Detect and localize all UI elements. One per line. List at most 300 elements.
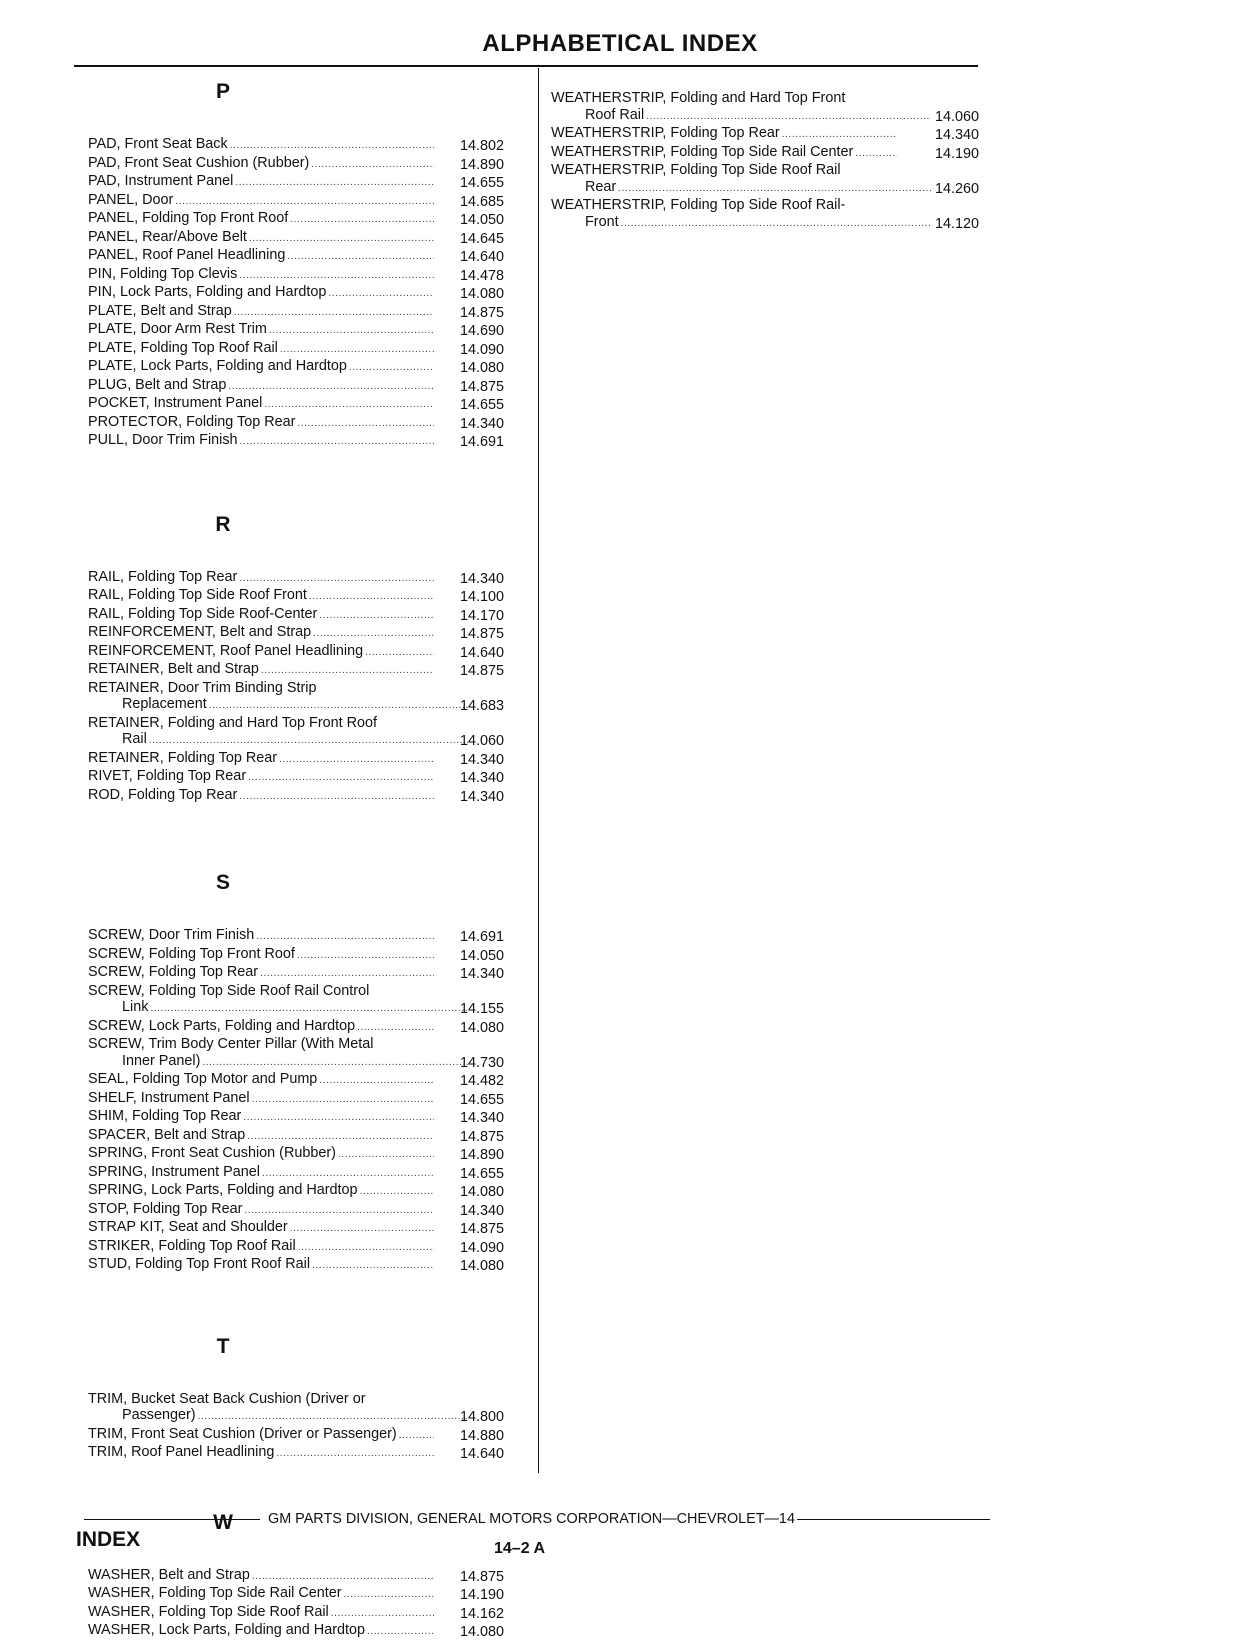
entry-term: PANEL, Door xyxy=(88,191,174,208)
footer-rule-left xyxy=(84,1519,260,1520)
dot-leader xyxy=(618,179,931,198)
index-entry xyxy=(88,1071,530,1090)
entry-term: PROTECTOR, Folding Top Rear xyxy=(88,413,296,430)
entry-page-number: 14.340 xyxy=(460,1202,505,1219)
index-entry xyxy=(88,247,530,266)
dot-leader xyxy=(328,284,434,303)
entry-term: RETAINER, Folding Top Rear xyxy=(88,749,278,766)
entry-term: STOP, Folding Top Rear xyxy=(88,1200,243,1217)
entry-line xyxy=(88,192,434,211)
entry-page-number: 14.080 xyxy=(460,286,505,302)
index-entry xyxy=(88,1201,530,1220)
entry-page-number: 14.080 xyxy=(460,360,505,376)
entry-page-number: 14.655 xyxy=(460,175,505,191)
index-entry xyxy=(88,358,530,377)
entry-term: RETAINER, Belt and Strap xyxy=(88,661,259,677)
entry-line xyxy=(88,1256,434,1275)
entry-line xyxy=(88,1604,434,1623)
entry-term: SPRING, Instrument Panel xyxy=(88,1163,260,1180)
index-entry xyxy=(88,1604,530,1623)
entry-page-number: 14.730 xyxy=(460,1054,505,1071)
entry-line xyxy=(88,303,434,322)
entry-term: WASHER, Lock Parts, Folding and Hardtop xyxy=(88,1622,366,1638)
entry-page-number: 14.090 xyxy=(460,1239,505,1256)
dot-leader xyxy=(230,136,434,155)
entry-term: RAIL, Folding Top Side Roof-Center xyxy=(88,605,318,622)
entry-line xyxy=(88,731,468,750)
entry-term: PANEL, Rear/Above Belt xyxy=(88,228,247,245)
entry-page-number: 14.640 xyxy=(460,1446,505,1462)
entry-term: STRIKER, Folding Top Roof Rail xyxy=(88,1237,296,1254)
entry-line xyxy=(88,1567,434,1586)
entry-line xyxy=(551,125,897,144)
page-number: 14–2 A xyxy=(494,1540,545,1557)
entry-line xyxy=(88,661,434,680)
index-entry xyxy=(88,927,530,946)
entry-page-number: 14.170 xyxy=(460,607,505,624)
entry-term: SCREW, Door Trim Finish xyxy=(88,927,255,943)
entry-line xyxy=(88,395,434,414)
entry-line xyxy=(88,927,434,946)
dot-leader xyxy=(240,432,434,451)
dot-leader xyxy=(365,643,434,662)
entry-term: SPRING, Front Seat Cushion (Rubber) xyxy=(88,1145,336,1161)
entry-page-number: 14.060 xyxy=(935,108,980,125)
entry-page-number: 14.875 xyxy=(460,1568,505,1585)
section-letter: R xyxy=(215,512,231,536)
index-entry xyxy=(88,750,530,769)
index-entry xyxy=(88,1567,530,1586)
entry-line xyxy=(88,1108,434,1127)
section-letter: T xyxy=(216,1334,230,1358)
entry-term: TRIM, Bucket Seat Back Cushion (Driver or xyxy=(88,1390,366,1407)
index-entry xyxy=(88,787,530,806)
entry-term: REINFORCEMENT, Belt and Strap xyxy=(88,624,312,640)
entry-page-number: 14.655 xyxy=(460,397,505,413)
entry-term: TRIM, Front Seat Cushion (Driver or Passenger) xyxy=(88,1425,397,1442)
entry-term: STUD, Folding Top Front Roof Rail xyxy=(88,1256,311,1272)
entry-line xyxy=(88,696,468,715)
entry-page-number: 14.655 xyxy=(460,1165,505,1182)
entry-line xyxy=(88,1182,434,1201)
dot-leader xyxy=(279,750,434,769)
entry-page-number: 14.875 xyxy=(460,626,505,642)
dot-leader xyxy=(234,303,434,322)
entry-term: WEATHERSTRIP, Folding Top Side Roof Rail- xyxy=(551,197,846,213)
dot-leader xyxy=(235,173,434,192)
index-entry xyxy=(88,1219,530,1238)
index-entry xyxy=(88,340,530,359)
entry-page-number: 14.875 xyxy=(460,663,505,679)
entry-line xyxy=(88,1071,434,1090)
entry-page-number: 14.090 xyxy=(460,341,505,358)
column-divider xyxy=(538,68,539,1473)
entry-term: RIVET, Folding Top Rear xyxy=(88,768,247,784)
index-entry xyxy=(88,1585,530,1604)
entry-page-number: 14.080 xyxy=(460,1624,505,1640)
dot-leader xyxy=(287,247,434,266)
entry-term: SPRING, Lock Parts, Folding and Hardtop xyxy=(88,1182,358,1198)
entry-term: WEATHERSTRIP, Folding Top Side Roof Rail xyxy=(551,162,841,178)
index-entry xyxy=(551,90,991,125)
dot-leader xyxy=(243,1108,434,1127)
entry-term: RETAINER, Door Trim Binding Strip xyxy=(88,679,317,696)
entry-line xyxy=(88,1585,434,1604)
entry-page-number: 14.875 xyxy=(460,304,505,321)
entry-line xyxy=(88,1164,434,1183)
entry-term: STRAP KIT, Seat and Shoulder xyxy=(88,1219,288,1235)
entry-page-number: 14.080 xyxy=(460,1258,505,1274)
entry-page-number: 14.800 xyxy=(460,1409,505,1425)
entry-line xyxy=(88,1127,434,1146)
dot-leader xyxy=(247,1127,434,1146)
dot-leader xyxy=(239,569,434,588)
entry-line xyxy=(88,606,434,625)
entry-line xyxy=(88,1219,434,1238)
entry-page-number: 14.802 xyxy=(460,138,505,154)
dot-leader xyxy=(319,606,434,625)
index-entry xyxy=(88,1426,530,1445)
right-column xyxy=(551,90,991,232)
entry-page-number: 14.100 xyxy=(460,589,505,605)
index-entry xyxy=(88,587,530,606)
entry-line xyxy=(551,107,931,126)
dot-leader xyxy=(248,768,434,787)
entry-term: SPACER, Belt and Strap xyxy=(88,1126,246,1143)
entry-page-number: 14.890 xyxy=(460,1147,505,1163)
entry-term: Passenger) xyxy=(122,1407,196,1423)
entry-line xyxy=(88,284,434,303)
entry-term: SCREW, Folding Top Front Roof xyxy=(88,945,295,962)
entry-term: Front xyxy=(585,213,619,230)
entry-line xyxy=(88,1622,434,1641)
dot-leader xyxy=(360,1182,434,1201)
entry-page-number: 14.482 xyxy=(460,1073,505,1089)
index-entry xyxy=(88,946,530,965)
index-entry xyxy=(88,229,530,248)
entry-term: PLATE, Door Arm Rest Trim xyxy=(88,321,267,337)
dot-leader xyxy=(209,696,468,715)
index-section xyxy=(88,1333,530,1463)
entry-term: PAD, Front Seat Back xyxy=(88,136,228,152)
dot-leader xyxy=(297,414,434,433)
entry-term: WASHER, Folding Top Side Rail Center xyxy=(88,1585,342,1601)
dot-leader xyxy=(855,144,897,163)
footer-rule-right xyxy=(797,1519,990,1520)
entry-term: PIN, Folding Top Clevis xyxy=(88,265,238,282)
index-entry xyxy=(88,715,530,750)
entry-term: SEAL, Folding Top Motor and Pump xyxy=(88,1071,318,1087)
dot-leader xyxy=(312,1256,434,1275)
index-entry xyxy=(88,661,530,680)
index-entry xyxy=(551,125,991,144)
entry-term: Replacement xyxy=(122,696,207,712)
entry-line xyxy=(88,1201,434,1220)
index-entry xyxy=(88,964,530,983)
index-entry xyxy=(88,1238,530,1257)
entry-page-number: 14.080 xyxy=(460,1019,505,1036)
entry-page-number: 14.050 xyxy=(460,947,505,964)
dot-leader xyxy=(262,1164,434,1183)
dot-leader xyxy=(349,358,434,377)
dot-leader xyxy=(621,214,931,233)
index-entry xyxy=(88,1182,530,1201)
dot-leader xyxy=(256,927,434,946)
entry-line xyxy=(88,340,434,359)
index-entry xyxy=(88,569,530,588)
entry-term: PULL, Door Trim Finish xyxy=(88,432,238,448)
dot-leader xyxy=(239,266,434,285)
entry-line xyxy=(88,247,434,266)
entry-line xyxy=(88,750,434,769)
entry-page-number: 14.875 xyxy=(460,378,505,395)
entry-term: PIN, Lock Parts, Folding and Hardtop xyxy=(88,284,327,300)
index-entry xyxy=(551,144,991,163)
entry-term: SCREW, Lock Parts, Folding and Hardtop xyxy=(88,1017,356,1034)
entry-line xyxy=(551,144,897,163)
entry-term: WEATHERSTRIP, Folding and Hard Top Front xyxy=(551,90,846,106)
index-entry xyxy=(88,173,530,192)
entry-term: PAD, Front Seat Cushion (Rubber) xyxy=(88,154,310,171)
entry-page-number: 14.340 xyxy=(460,751,505,768)
dot-leader xyxy=(252,1090,434,1109)
entry-line xyxy=(88,229,434,248)
entry-term: SCREW, Folding Top Side Roof Rail Control xyxy=(88,982,370,999)
dot-leader xyxy=(239,787,434,806)
index-entry xyxy=(88,1164,530,1183)
entry-line xyxy=(88,1090,434,1109)
entry-line xyxy=(88,587,434,606)
index-entry xyxy=(88,983,530,1018)
entry-page-number: 14.340 xyxy=(460,1110,505,1126)
dot-leader xyxy=(244,1201,434,1220)
dot-leader xyxy=(782,125,897,144)
entry-term: RETAINER, Folding and Hard Top Front Roof xyxy=(88,714,378,731)
title-rule xyxy=(74,65,978,67)
index-entry xyxy=(88,1256,530,1275)
dot-leader xyxy=(260,964,434,983)
entry-term: SCREW, Folding Top Rear xyxy=(88,964,259,980)
section-letter: W xyxy=(213,1510,233,1534)
dot-leader xyxy=(269,321,434,340)
entry-term: Rear xyxy=(585,178,617,195)
footer xyxy=(84,1511,990,1527)
index-entry xyxy=(88,1391,530,1426)
entry-line xyxy=(88,1018,434,1037)
entry-page-number: 14.880 xyxy=(460,1427,505,1444)
entry-page-number: 14.190 xyxy=(935,145,980,162)
entry-term: RAIL, Folding Top Side Roof Front xyxy=(88,587,307,603)
entry-line xyxy=(88,210,434,229)
entry-page-number: 14.340 xyxy=(460,570,505,587)
index-entry xyxy=(88,1090,530,1109)
entry-line xyxy=(88,155,434,174)
dot-leader xyxy=(646,107,931,126)
entry-line xyxy=(88,999,468,1018)
entry-page-number: 14.050 xyxy=(460,212,505,228)
entry-term: PLUG, Belt and Strap xyxy=(88,376,227,393)
index-entry xyxy=(88,377,530,396)
entry-page-number: 14.340 xyxy=(460,788,505,805)
entry-term: REINFORCEMENT, Roof Panel Headlining xyxy=(88,642,364,659)
entry-page-number: 14.478 xyxy=(460,267,505,284)
dot-leader xyxy=(198,1407,468,1426)
dot-leader xyxy=(331,1604,434,1623)
index-entry xyxy=(88,1036,530,1071)
entry-line xyxy=(88,964,434,983)
dot-leader xyxy=(252,1567,434,1586)
entry-line xyxy=(88,136,434,155)
entry-line xyxy=(88,569,434,588)
dot-leader xyxy=(290,210,434,229)
entry-line xyxy=(88,266,434,285)
entry-line xyxy=(88,358,434,377)
entry-page-number: 14.685 xyxy=(460,193,505,210)
entry-page-number: 14.340 xyxy=(460,415,505,432)
entry-page-number: 14.875 xyxy=(460,1128,505,1145)
entry-term: POCKET, Instrument Panel xyxy=(88,395,263,411)
dot-leader xyxy=(280,340,434,359)
entry-line xyxy=(88,1145,434,1164)
dot-leader xyxy=(276,1444,434,1463)
entry-line xyxy=(88,787,434,806)
dot-leader xyxy=(150,999,468,1018)
index-entry xyxy=(88,136,530,155)
entry-line xyxy=(88,946,434,965)
entry-line xyxy=(88,1407,468,1426)
entry-line xyxy=(88,377,434,396)
dot-leader xyxy=(344,1585,434,1604)
entry-line xyxy=(88,321,434,340)
entry-term: PLATE, Belt and Strap xyxy=(88,302,232,319)
entry-line xyxy=(88,768,434,787)
dot-leader xyxy=(311,155,434,174)
entry-term: PANEL, Roof Panel Headlining xyxy=(88,247,286,263)
dot-leader xyxy=(202,1053,468,1072)
dot-leader xyxy=(264,395,434,414)
index-entry xyxy=(551,162,991,197)
entry-page-number: 14.155 xyxy=(460,1001,505,1017)
entry-page-number: 14.691 xyxy=(460,929,505,945)
index-entry xyxy=(88,284,530,303)
entry-line xyxy=(88,414,434,433)
index-entry xyxy=(88,643,530,662)
entry-term: WASHER, Belt and Strap xyxy=(88,1566,250,1583)
entry-term: PLATE, Folding Top Roof Rail xyxy=(88,339,278,356)
entry-page-number: 14.190 xyxy=(460,1587,505,1603)
section-letter: S xyxy=(215,871,230,894)
entry-term: RAIL, Folding Top Rear xyxy=(88,568,238,585)
dot-leader xyxy=(175,192,434,211)
index-entry xyxy=(88,210,530,229)
left-column xyxy=(88,78,530,1641)
dot-leader xyxy=(298,1238,434,1257)
entry-page-number: 14.640 xyxy=(460,249,505,265)
entry-page-number: 14.260 xyxy=(935,180,980,197)
index-entry xyxy=(88,1145,530,1164)
index-entry xyxy=(88,624,530,643)
entry-term: PAD, Instrument Panel xyxy=(88,173,234,189)
index-entry xyxy=(88,1622,530,1641)
entry-term: SHIM, Folding Top Rear xyxy=(88,1108,242,1124)
entry-page-number: 14.691 xyxy=(460,434,505,450)
index-entry xyxy=(88,266,530,285)
entry-page-number: 14.060 xyxy=(460,733,505,749)
entry-page-number: 14.340 xyxy=(935,127,980,143)
dot-leader xyxy=(338,1145,434,1164)
entry-line xyxy=(88,624,434,643)
dot-leader xyxy=(297,946,434,965)
entry-term: WEATHERSTRIP, Folding Top Rear xyxy=(551,125,780,141)
index-entry xyxy=(88,432,530,451)
entry-term: Inner Panel) xyxy=(122,1052,201,1069)
entry-line xyxy=(551,179,931,198)
entry-term: WASHER, Folding Top Side Roof Rail xyxy=(88,1603,329,1620)
entry-term: TRIM, Roof Panel Headlining xyxy=(88,1444,275,1460)
index-entry xyxy=(88,680,530,715)
index-entry xyxy=(88,303,530,322)
entry-page-number: 14.683 xyxy=(460,698,505,714)
dot-leader xyxy=(249,229,434,248)
dot-leader xyxy=(357,1018,434,1037)
index-entry xyxy=(88,606,530,625)
entry-line xyxy=(88,432,434,451)
index-entry xyxy=(88,1127,530,1146)
entry-line xyxy=(88,173,434,192)
entry-page-number: 14.162 xyxy=(460,1605,505,1622)
entry-term: Roof Rail xyxy=(585,106,645,123)
entry-line xyxy=(551,214,931,233)
dot-leader xyxy=(149,731,468,750)
index-entry xyxy=(88,414,530,433)
entry-term: ROD, Folding Top Rear xyxy=(88,786,238,803)
entry-page-number: 14.640 xyxy=(460,644,505,661)
entry-term: SCREW, Trim Body Center Pillar (With Metal xyxy=(88,1036,374,1052)
index-entry xyxy=(551,197,991,232)
dot-leader xyxy=(261,661,434,680)
dot-leader xyxy=(399,1426,434,1445)
dot-leader xyxy=(319,1071,434,1090)
entry-page-number: 14.080 xyxy=(460,1184,505,1200)
entry-page-number: 14.690 xyxy=(460,323,505,339)
dot-leader xyxy=(309,587,434,606)
entry-term: PANEL, Folding Top Front Roof xyxy=(88,210,289,226)
entry-line xyxy=(88,1426,434,1445)
index-entry xyxy=(88,395,530,414)
section-letter: P xyxy=(215,80,230,103)
entry-term: SHELF, Instrument Panel xyxy=(88,1089,250,1106)
entry-page-number: 14.645 xyxy=(460,230,505,247)
section-label: INDEX xyxy=(76,1528,141,1551)
index-entry xyxy=(88,768,530,787)
index-entry xyxy=(88,1444,530,1463)
entry-page-number: 14.655 xyxy=(460,1091,505,1108)
index-section xyxy=(88,78,530,451)
entry-term: Rail xyxy=(122,731,147,747)
dot-leader xyxy=(313,624,434,643)
index-section xyxy=(88,1509,530,1641)
index-section xyxy=(88,511,530,806)
entry-page-number: 14.340 xyxy=(460,770,505,786)
entry-line xyxy=(88,643,434,662)
entry-page-number: 14.120 xyxy=(935,215,980,232)
entry-page-number: 14.340 xyxy=(460,966,505,982)
entry-term: PLATE, Lock Parts, Folding and Hardtop xyxy=(88,358,347,374)
dot-leader xyxy=(367,1622,434,1641)
index-section xyxy=(88,869,530,1275)
index-entry xyxy=(88,1108,530,1127)
entry-line xyxy=(88,1444,434,1463)
